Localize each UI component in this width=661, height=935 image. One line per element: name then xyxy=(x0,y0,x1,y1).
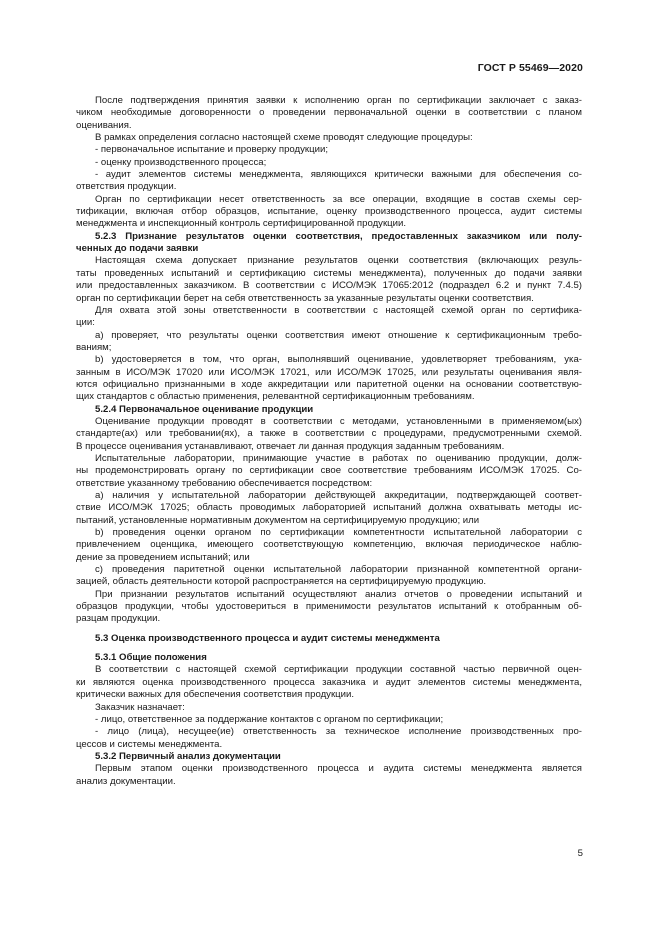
paragraph xyxy=(76,490,582,527)
text-line: тификации, включая отбор образцов, испытание, оценку производственного процесса, аудит системы xyxy=(76,206,582,218)
text-line: таты проведенных испытаний и сертификацию системы менеджмента), полученных до подачи заявки xyxy=(76,267,582,279)
paragraph xyxy=(76,144,582,156)
text-line: 5.3 Оценка производственного процесса и аудит системы менеджмента xyxy=(95,632,440,644)
document-body xyxy=(76,95,582,788)
paragraph xyxy=(76,527,582,564)
text-line: чиком необходимые договоренности о проведении первоначальной оценки в соответствии с планом xyxy=(76,107,582,119)
text-line: ции: xyxy=(76,317,95,329)
text-line: Для охвата этой зоны ответственности в соответствии с настоящей схемой орган по сертифика- xyxy=(95,304,582,316)
document-code: ГОСТ Р 55469—2020 xyxy=(477,62,583,74)
text-line: a) проверяет, что результаты оценки соответствия имеют отношение к сертификационным требо- xyxy=(95,329,582,341)
text-line: орган по сертификации берет на себя ответственность за указанные результаты оценки соответствия. xyxy=(76,292,534,304)
paragraph xyxy=(76,255,582,304)
text-line: 5.3.2 Первичный анализ документации xyxy=(95,750,281,762)
text-line: или предоставленных заказчиком. В соответствии с ИСО/МЭК 17065:2012 (подраздел 6.2 и пункт 7.4.5) xyxy=(76,280,582,292)
paragraph xyxy=(76,564,582,589)
text-line: оценивания. xyxy=(76,119,132,131)
paragraph xyxy=(76,330,582,355)
paragraph xyxy=(76,453,582,490)
section-gap xyxy=(76,645,582,652)
section-heading xyxy=(76,652,582,664)
text-line: менеджмента и инспекционный контроль сертифицированной продукции. xyxy=(76,218,407,230)
paragraph xyxy=(76,194,582,231)
text-line: b) проведения оценки органом по сертификации компетентности испытательной лаборатории с xyxy=(95,527,582,539)
paragraph xyxy=(76,589,582,626)
text-line: - лицо (лица), несущее(ие) ответственность за техническое исполнение производственных про- xyxy=(95,726,582,738)
section-heading xyxy=(76,231,582,256)
text-line: критически важных для обеспечения соответствия продукции. xyxy=(76,689,355,701)
text-line: В процессе оценивания устанавливают, отвечает ли данная продукция заданным требованиям. xyxy=(76,440,505,452)
text-line: Первым этапом оценки производственного процесса и аудита системы менеджмента является xyxy=(95,763,582,775)
paragraph xyxy=(76,664,582,701)
text-line: щих стандартов с областью применения, релевантной сертификационным требованиям. xyxy=(76,391,475,403)
text-line: После подтверждения принятия заявки к исполнению орган по сертификации заключает с заказ- xyxy=(95,95,582,106)
text-line: привлечением оценщика, имеющего соответствующую компетенцию, включая периодическое наблю- xyxy=(76,539,582,551)
paragraph xyxy=(76,169,582,194)
text-line: Испытательные лаборатории, принимающие участие в работах по оцениванию продукции, долж- xyxy=(95,452,582,464)
text-line: разцам продукции. xyxy=(76,613,161,625)
text-line: Оценивание продукции проводят в соответствии с методами, установленными в применяемом(ых) xyxy=(95,415,582,427)
text-line: ответствие указанному требованию обеспечивается посредством: xyxy=(76,477,373,489)
text-line: ваниям; xyxy=(76,341,112,353)
text-line: ки являются оценка производственного процесса заказчика и аудит элементов системы менеджмента, xyxy=(76,676,582,688)
paragraph xyxy=(76,354,582,403)
section-heading xyxy=(76,751,582,763)
paragraph xyxy=(76,714,582,726)
text-line: ствие ИСО/МЭК 17025; область проводимых лабораторией испытаний должна охватывать методы ис- xyxy=(76,502,582,514)
text-line: - лицо, ответственное за поддержание контактов с органом по сертификации; xyxy=(95,713,444,725)
text-line: b) удостоверяется в том, что орган, выполнявший оценивание, удовлетворяет требованиям, ука- xyxy=(95,354,582,366)
paragraph xyxy=(76,157,582,169)
text-line: пытаний, установленные нормативным документом на сертифицируемую продукцию; или xyxy=(76,514,480,526)
paragraph xyxy=(76,763,582,788)
text-line: Заказчик назначает: xyxy=(95,701,185,713)
text-line: 5.2.3 Признание результатов оценки соответствия, предоставленных заказчиком или полу- xyxy=(95,230,582,242)
text-line: цессов и системы менеджмента. xyxy=(76,738,223,750)
text-line: - первоначальное испытание и проверку продукции; xyxy=(95,144,329,156)
text-line: Орган по сертификации несет ответственность за все операции, входящие в состав схемы сер- xyxy=(95,193,582,205)
text-line: анализ документации. xyxy=(76,775,176,787)
paragraph xyxy=(76,726,582,751)
text-line: стандарте(ах) или требовании(ях), а также в соответствии с процедурами, предусмотренными схемой. xyxy=(76,428,582,440)
text-line: 5.2.4 Первоначальное оценивание продукции xyxy=(95,403,314,415)
paragraph xyxy=(76,95,582,132)
text-line: зацией, область деятельности которой распространяется на сертифицируемую продукцию. xyxy=(76,576,487,588)
text-line: образцов продукции, чтобы удостовериться в применимости результатов испытаний к отобранным об- xyxy=(76,601,582,613)
text-line: ответствия продукции. xyxy=(76,181,177,193)
text-line: При признании результатов испытаний осуществляют анализ отчетов о проведении испытаний и xyxy=(95,588,582,600)
paragraph xyxy=(76,305,582,330)
section-heading xyxy=(76,633,582,645)
section-heading xyxy=(76,404,582,416)
text-line: дение за проведением испытаний; или xyxy=(76,551,250,563)
text-line: ченных до подачи заявки xyxy=(76,243,199,255)
text-line: В соответствии с настоящей схемой сертификации продукции составной частью первичной оцен- xyxy=(95,664,582,676)
text-line: Настоящая схема допускает признание результатов оценки соответствия (включающих резуль- xyxy=(95,255,582,267)
text-line: - аудит элементов системы менеджмента, являющихся критически важными для обеспечения со- xyxy=(95,169,582,181)
page-number: 5 xyxy=(577,848,583,859)
text-line: - оценку производственного процесса; xyxy=(95,156,267,168)
text-line: ются официально признанными в ходе аккредитации или паритетной оценки на основании соответствую- xyxy=(76,378,582,390)
text-line: 5.3.1 Общие положения xyxy=(95,652,207,664)
paragraph xyxy=(76,702,582,714)
text-line: занным в ИСО/МЭК 17020 или ИСО/МЭК 17021, или ИСО/МЭК 17025, или результаты оценивания явля- xyxy=(76,366,582,378)
paragraph xyxy=(76,416,582,453)
text-line: a) наличия у испытательной лаборатории действующей аккредитации, подтверждающей соответ- xyxy=(95,490,582,501)
text-line: В рамках определения согласно настоящей схеме проводят следующие процедуры: xyxy=(95,132,473,144)
text-line: ны продемонстрировать органу по сертификации свое соответствие требованиям ИСО/МЭК 17025. Со- xyxy=(76,465,582,477)
text-line: c) проведения паритетной оценки испытательной лаборатории признанной компетентной органи- xyxy=(95,564,582,576)
section-gap xyxy=(76,626,582,633)
paragraph xyxy=(76,132,582,144)
